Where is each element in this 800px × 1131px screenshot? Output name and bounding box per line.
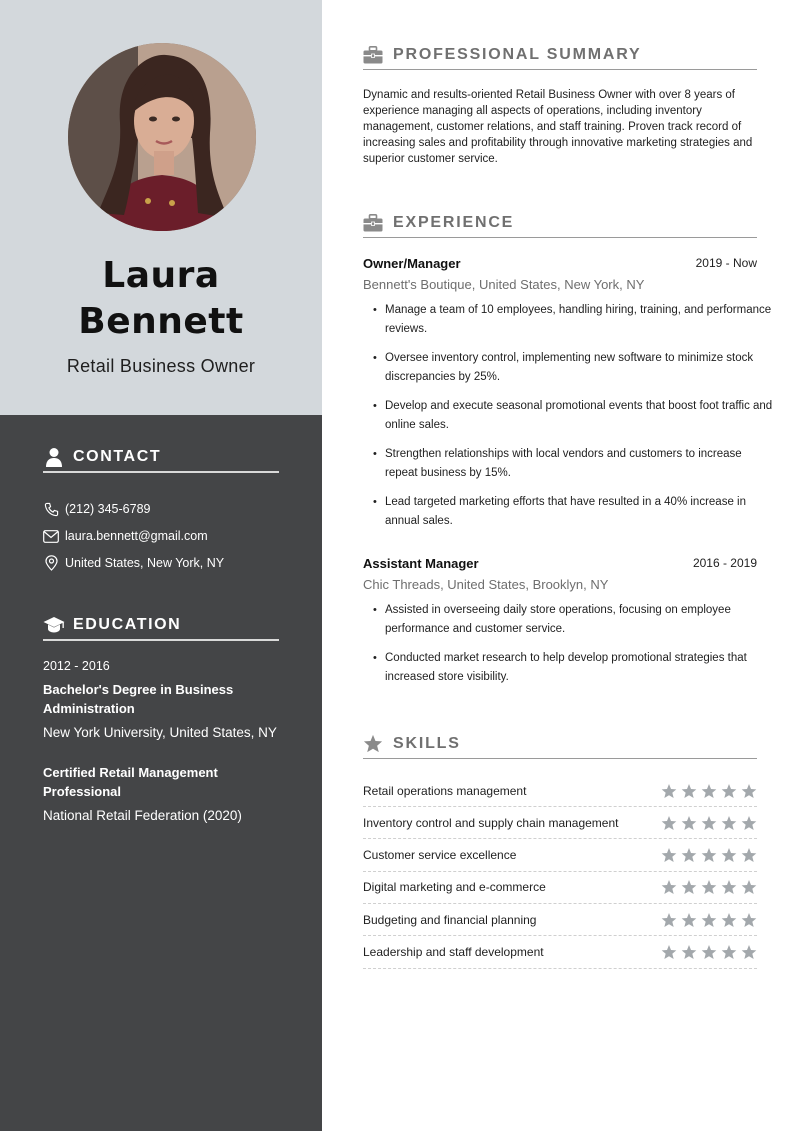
candidate-name: [0, 253, 322, 345]
experience-heading: [363, 208, 757, 238]
skill-row: [363, 904, 757, 936]
skill-name: Digital marketing and e-commerce: [363, 880, 546, 895]
skill-name: Retail operations management: [363, 783, 527, 798]
star-icon: [661, 944, 677, 960]
contact-heading: [43, 443, 279, 473]
person-icon: [43, 446, 65, 468]
education-years: 2012 - 2016: [43, 659, 110, 673]
summary-heading: [363, 40, 757, 70]
job-dates-1: 2019 - Now: [695, 256, 757, 270]
skill-row: [363, 775, 757, 807]
star-icon: [661, 783, 677, 799]
list-item: • Conducted market research to help develop promotional strategies that increased store visibility.: [373, 649, 773, 686]
profile-photo: [68, 43, 256, 231]
list-item: • Oversee inventory control, implementing new software to minimize stock discrepancies by 25%.: [373, 349, 773, 386]
skills-heading-text: SKILLS: [393, 734, 461, 752]
star-icon: [721, 815, 737, 831]
star-icon: [661, 847, 677, 863]
list-item: • Lead targeted marketing efforts that have resulted in a 40% increase in annual sales.: [373, 493, 773, 530]
star-icon: [681, 783, 697, 799]
star-icon: [701, 879, 717, 895]
star-icon: [363, 734, 383, 754]
job-role-1: Owner/Manager: [363, 256, 461, 271]
skill-rating: [661, 847, 757, 863]
job-company-2: Chic Threads, United States, Brooklyn, NY: [363, 577, 609, 592]
star-icon: [701, 912, 717, 928]
skill-row: [363, 937, 757, 969]
skill-name: Budgeting and financial planning: [363, 912, 537, 927]
star-icon: [681, 847, 697, 863]
list-item: • Develop and execute seasonal promotional events that boost foot traffic and online sales.: [373, 397, 773, 434]
star-icon: [681, 815, 697, 831]
education-degree-1: Bachelor's Degree in Business Administration: [43, 682, 234, 716]
skill-name: Inventory control and supply chain management: [363, 815, 619, 830]
phone-icon: [43, 501, 59, 517]
star-icon: [721, 783, 737, 799]
education-school-2: National Retail Federation (2020): [43, 808, 242, 823]
education-heading: [43, 611, 279, 641]
location-pin-icon: [43, 555, 59, 571]
skill-row: [363, 807, 757, 839]
skill-rating: [661, 783, 757, 799]
star-icon: [701, 847, 717, 863]
skill-row: [363, 840, 757, 872]
star-icon: [661, 912, 677, 928]
education-degree-2: Certified Retail Management Professional: [43, 765, 218, 799]
star-icon: [701, 815, 717, 831]
briefcase-icon: [363, 213, 383, 233]
star-icon: [721, 944, 737, 960]
skills-heading: [363, 729, 757, 759]
star-icon: [741, 944, 757, 960]
star-icon: [741, 847, 757, 863]
list-item: • Strengthen relationships with local vendors and customers to increase repeat business by 15%.: [373, 445, 773, 482]
list-item: • Manage a team of 10 employees, handling hiring, training, and performance reviews.: [373, 301, 773, 338]
skill-rating: [661, 815, 757, 831]
briefcase-icon: [363, 45, 383, 65]
job-bullets-2: [373, 601, 773, 697]
star-icon: [741, 912, 757, 928]
star-icon: [741, 879, 757, 895]
star-icon: [661, 879, 677, 895]
star-icon: [701, 783, 717, 799]
education-heading-text: EDUCATION: [73, 616, 182, 633]
skill-row: [363, 872, 757, 904]
job-role-2: Assistant Manager: [363, 556, 479, 571]
skill-name: Leadership and staff development: [363, 945, 544, 959]
job-dates-2: 2016 - 2019: [692, 556, 757, 570]
location-text: United States, New York, NY: [65, 556, 225, 570]
star-icon: [721, 912, 737, 928]
skill-name: Customer service excellence: [363, 848, 517, 863]
candidate-title: Retail Business Owner: [66, 356, 256, 376]
star-icon: [721, 847, 737, 863]
star-icon: [741, 783, 757, 799]
job-company-1: Bennett's Boutique, United States, New York, NY: [363, 277, 645, 292]
contact-email[interactable]: [43, 528, 208, 544]
skill-rating: [661, 912, 757, 928]
phone-text: (212) 345-6789: [65, 502, 151, 516]
summary-text: Dynamic and results-oriented Retail Business Owner with over 8 years of experience managing all aspects of operations, including inventory management, customer relations, and staff training. Proven track record of increasing sales and profitability through innovative marketing strategies and superior customer service.: [363, 89, 753, 165]
portrait-image: [68, 43, 256, 231]
star-icon: [681, 879, 697, 895]
star-icon: [741, 815, 757, 831]
contact-phone[interactable]: [43, 501, 150, 517]
star-icon: [681, 944, 697, 960]
contact-heading-text: CONTACT: [73, 448, 162, 465]
experience-heading-text: EXPERIENCE: [393, 213, 515, 231]
star-icon: [681, 912, 697, 928]
skill-rating: [661, 879, 757, 895]
star-icon: [721, 879, 737, 895]
email-text: laura.bennett@gmail.com: [65, 529, 208, 543]
summary-heading-text: PROFESSIONAL SUMMARY: [393, 45, 642, 63]
star-icon: [661, 815, 677, 831]
job-bullets-1: [373, 301, 773, 541]
first-name: Laura: [102, 255, 220, 296]
star-icon: [701, 944, 717, 960]
graduation-cap-icon: [43, 614, 65, 636]
list-item: • Assisted in overseeing daily store operations, focusing on employee performance and customer service.: [373, 601, 773, 638]
education-school-1: New York University, United States, NY: [43, 725, 277, 740]
skill-rating: [661, 944, 757, 960]
last-name: Bennett: [78, 301, 244, 342]
envelope-icon: [43, 528, 59, 544]
contact-location: [43, 555, 224, 571]
